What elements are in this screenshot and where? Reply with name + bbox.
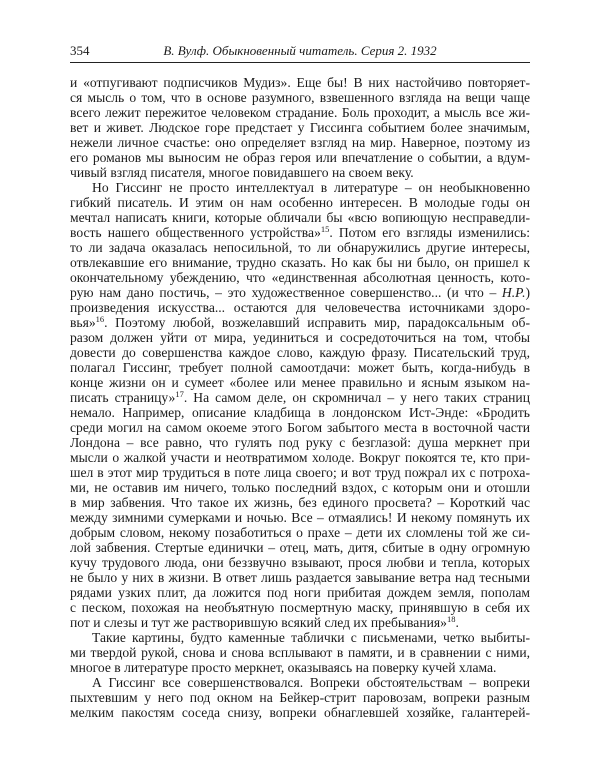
text-line xyxy=(70,645,530,660)
line-text: вость нашего общественного устройства» xyxy=(70,225,321,240)
text-line xyxy=(70,585,530,600)
text-line xyxy=(70,600,530,615)
line-text: пот и слезы и тут же растворившую всякий след их пребывания» xyxy=(70,615,447,630)
text-line xyxy=(70,315,530,330)
line-text: нежели личное счастье: оно определяет взгляд на мир. Наверное, поэтому из xyxy=(70,135,530,150)
text-line xyxy=(70,660,530,675)
line-text: мелким пакостям соседа снизу, вопреки обнаглевшей хозяйке, галантерей- xyxy=(70,705,530,720)
text-line xyxy=(70,225,530,240)
text-line xyxy=(70,435,530,450)
text-line xyxy=(70,180,530,195)
line-text: А Гиссинг все совершенствовался. Вопреки обстоятельствам – вопреки xyxy=(92,675,530,690)
line-text: довести до совершенства каждое слово, каждую фразу. Писательский труд, xyxy=(70,345,530,360)
text-line xyxy=(70,285,530,300)
line-text: пыхтевшим у него под окном на Бейкер-стрит паровозам, вопреки разным xyxy=(70,690,530,705)
line-text: гибкий писатель. И этим он нам особенно интересен. В молодые годы он xyxy=(70,195,530,210)
line-text: писать страницу» xyxy=(70,390,176,405)
text-line xyxy=(70,120,530,135)
text-line xyxy=(70,420,530,435)
footnote-ref: 17 xyxy=(175,389,184,399)
line-text: отвлекавшие его внимание, трудно сказать. Но как бы ни было, он пришел к xyxy=(70,255,530,270)
line-text: окончательному убеждению, что «единственная абсолютная ценность, кото- xyxy=(70,270,530,285)
text-line xyxy=(70,135,530,150)
text-line xyxy=(70,495,530,510)
running-title: В. Вулф. Обыкновенный читатель. Серия 2. 1932 xyxy=(163,43,437,58)
line-text: многое в литературе просто меркнет, оказываясь на поверку кучей хлама. xyxy=(70,660,497,675)
text-line xyxy=(70,255,530,270)
text-line xyxy=(70,345,530,360)
text-line xyxy=(70,570,530,585)
line-text: не было у них в жизни. В ответ лишь раздается завывание ветра над тесными xyxy=(70,570,530,585)
text-line xyxy=(70,330,530,345)
line-text: добрым словом, некому позаботиться о прахе – дети их сломлены той же си- xyxy=(70,525,530,540)
text-line xyxy=(70,240,530,255)
initials: Н.Р. xyxy=(501,285,526,300)
line-text: Лондона – все равно, что гулять под руку с безглазой: душа меркнет при xyxy=(70,435,530,450)
line-text: ми, не оставив им ничего, только последний вздох, с которым они и отошли xyxy=(70,480,530,495)
line-text: то ли задача оказалась непосильной, то ли обнаружились другие интересы, xyxy=(70,240,530,255)
text-line xyxy=(70,390,530,405)
line-text: вья» xyxy=(70,315,96,330)
text-line xyxy=(70,630,530,645)
footnote-ref: 15 xyxy=(320,224,330,234)
line-text: рую нам дано постичь, – это художественное совершенство... (и что – xyxy=(70,285,502,300)
line-text: рядами узких плит, да ложится под ноги прибитая дождем земля, пополам xyxy=(70,585,530,600)
text-line xyxy=(70,540,530,555)
line-text: . xyxy=(455,615,459,630)
text-line xyxy=(70,705,530,720)
paragraph xyxy=(70,75,530,180)
text-line xyxy=(70,450,530,465)
running-header xyxy=(70,43,530,61)
line-text: между зимними сумерками и ночью. Все – отмаялись! И некому помянуть их xyxy=(70,510,530,525)
line-text: . На самом деле, он скромничал – у него таких страниц xyxy=(183,390,530,405)
text-line xyxy=(70,690,530,705)
line-text: ми твердой рукой, снова и снова всплывают в памяти, и в сравнении с ними, xyxy=(70,645,530,660)
line-text: мысли о жалкой участи и неотвратимом холоде. Вокруг покоятся те, кто при- xyxy=(70,450,530,465)
line-text: его романов мы выносим не образ героя или впечатление о событии, а вдум- xyxy=(70,150,530,165)
body-text xyxy=(70,75,530,720)
line-text: среди могил на самом окоеме этого Богом забытого места в восточной части xyxy=(70,420,530,435)
line-text: ся мысль о том, что в основе разумного, взвешенного взгляда на вещи чаще xyxy=(70,90,530,105)
line-text: с песком, похожая на необъятную посмертную маску, принявшую в себя их xyxy=(70,600,530,615)
line-text: . Потом его взгляды изменились: xyxy=(329,225,530,240)
footnote-ref: 16 xyxy=(95,314,105,324)
line-text: полагал Гиссинг, требует полной самоотдачи: может быть, когда-нибудь в xyxy=(70,360,530,375)
text-line xyxy=(70,480,530,495)
text-line xyxy=(70,105,530,120)
footnote-ref: 18 xyxy=(446,614,456,624)
line-text: чивый взгляд писателя, многое повидавшего на своем веку. xyxy=(70,165,414,180)
text-line xyxy=(70,165,530,180)
line-text: вет и живет. Людское горе предстает у Гиссинга событием более значимым, xyxy=(70,120,530,135)
line-text: в мир забвения. Что такое их жизнь, без единого просвета? – Короткий час xyxy=(70,495,530,510)
paragraph xyxy=(70,180,530,630)
line-text: Но Гиссинг не просто интеллектуал в литературе – он необыкновенно xyxy=(92,180,530,195)
line-text: конце жизни он и сумеет «более или менее правильно и ясным языком на- xyxy=(70,375,530,390)
text-line xyxy=(70,150,530,165)
line-text: произведения искусства... остаются для человечества источниками здоро- xyxy=(70,300,530,315)
line-text: . Поэтому любой, возжелавший исправить мир, парадоксальным об- xyxy=(104,315,530,330)
text-line xyxy=(70,195,530,210)
line-text: ) xyxy=(525,285,530,300)
text-line xyxy=(70,270,530,285)
line-text: немало. Например, описание кладбища в лондонском Ист-Энде: «Бродить xyxy=(70,405,530,420)
line-text: и «отпугивают подписчиков Мудиз». Еще бы! В них настойчиво повторяет- xyxy=(70,75,530,90)
line-text: всего лежит пережитое человеком страдание. Боль проходит, а мысль все жи- xyxy=(70,105,530,120)
line-text: разом должен уйти от мира, уединиться и сосредоточиться на том, чтобы xyxy=(70,330,530,345)
text-line xyxy=(70,675,530,690)
text-line xyxy=(70,465,530,480)
line-text: шел в этот мир трудиться в поте лица своего; и вот труд пожрал их с потроха- xyxy=(70,465,530,480)
text-line xyxy=(70,555,530,570)
page-number: 354 xyxy=(70,43,90,58)
paragraph xyxy=(70,675,530,720)
text-line xyxy=(70,75,530,90)
text-line xyxy=(70,375,530,390)
text-line xyxy=(70,360,530,375)
line-text: Такие картины, будто каменные таблички с письменами, четко выбиты- xyxy=(92,630,530,645)
header-rule xyxy=(70,62,530,63)
text-line xyxy=(70,210,530,225)
paragraph xyxy=(70,630,530,675)
text-line xyxy=(70,510,530,525)
line-text: мечтал написать книги, которые обличали бы «всю вопиющую несправедли- xyxy=(70,210,530,225)
text-line xyxy=(70,525,530,540)
line-text: лой забвения. Стертые единички – отец, мать, дитя, сбитые в одну огромную xyxy=(70,540,530,555)
text-line xyxy=(70,405,530,420)
text-line xyxy=(70,300,530,315)
text-line xyxy=(70,615,530,630)
text-line xyxy=(70,90,530,105)
line-text: кучу трудового люда, они беззвучно взывают, прося любви и тепла, которых xyxy=(70,555,530,570)
